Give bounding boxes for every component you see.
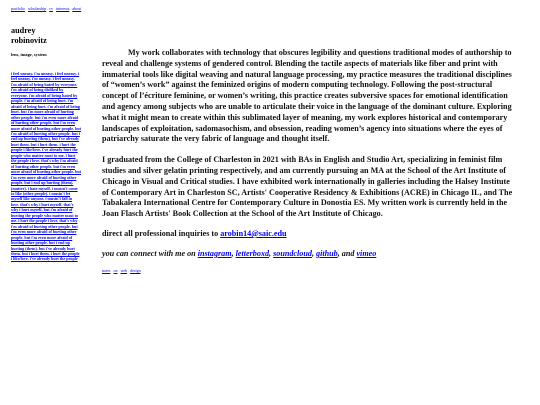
- footer-link-web[interactable]: web: [120, 267, 128, 273]
- nav-link-interests[interactable]: interests: [56, 6, 70, 11]
- inquiries-text: direct all professional inquiries to: [102, 228, 221, 238]
- footer-link-design[interactable]: design: [130, 267, 141, 273]
- nav-link-scholarship[interactable]: scholarship: [28, 6, 47, 11]
- nav-link-portfolio[interactable]: portfolio: [11, 6, 25, 11]
- connect-line: you can connect with me on instagram, letterboxd, soundcloud, github, and vimeo: [102, 248, 377, 258]
- top-nav: [11, 6, 83, 11]
- connect-and: , and: [337, 248, 357, 258]
- email-link[interactable]: arobin14@saic.edu: [220, 228, 287, 238]
- sidebar-text-block: [11, 71, 81, 405]
- github-link[interactable]: github: [316, 248, 338, 258]
- bio-paragraph-1: My work collaborates with technology that obscures legibility and questions traditional modes of authorship to reveal and challenge systems of gendered control. Blending the tactile aspects of materials like fiber and print with immaterial tools like digital weaving and natural language processing, my practice measures the traditional disciplines of “women’s work” against the feminized origins of modern computing technology. Following the post-structural concept of l’écriture feminine, or women’s writing, this practice creates subversive spaces for emotional identification and agency among subjects who are unable to articulate their voice in the language of the dominant culture. Exploring what it might mean to create within this sublimated layer of meaning, my work explores historical and contemporary landscapes of exploitation, sadomasochism, and obsession, reading women’s agency into situations where the eyes of patriarchy saturate the very fabric of language and thought itself.: [102, 48, 512, 144]
- footer-link-on[interactable]: on: [113, 267, 118, 273]
- site-name: [11, 26, 47, 46]
- sidebar-link-text[interactable]: i feel uneasy. i'm uneasy. i feel uneasy. i feel uneasy. i'm uneasy. i feel uneasy. i'm afraid of being hated by everyone. i'm afraid of being disliked by everyone. i'm afraid of being hated by people. i'm afraid of being hurt. i'm afraid of being hurt. i'm afraid of being hurt. but i'm more afraid of hurting other people. but i'm even more afraid of hurting other people. but i'm even more afraid of hurting other people. but i'm afraid of hurting other people. but i end up hurting (them), but i've already hurt them. but i hurt them. i hurt the people i like/love. i've already hurt the people who matter most to me. i hurt the people i love. that's why i'm afraid of hurting other people. but i'm even more afraid of hurting other people. but i'm even more afraid of hurting other people. but i end up hurting (them). (mutter). i hate myself. i mustn't come to like (other people). i mustn't let myself like anyone. i mustn't fall in love. that's why i hurt myself. that's why i hurt myself. but i'm afraid of hurting the people who matter most to me. i hurt the people i love. that's why i'm afraid of hurting other people. but i'm even more afraid of hurting other people. but i'm even more afraid of hurting other people. but i end up hurting (them). but i've already hurt them. but i hurt them. i hurt the people i like/love. i've already hurt the people: [11, 71, 81, 262]
- footer-nav: [102, 268, 514, 273]
- name-last: robinovitz: [11, 36, 47, 45]
- nav-link-cv[interactable]: cv: [49, 6, 53, 11]
- instagram-link[interactable]: instagram: [197, 248, 232, 258]
- name-first: audrey: [11, 26, 36, 35]
- soundcloud-link[interactable]: soundcloud: [273, 248, 312, 258]
- nav-link-about[interactable]: about: [72, 6, 82, 11]
- inquiries-line: [102, 229, 514, 240]
- connect-text: you can connect with me on: [102, 248, 198, 258]
- footer-link-notes[interactable]: notes: [102, 267, 111, 273]
- site-tagline: lens, image, system: [11, 52, 47, 57]
- vimeo-link[interactable]: vimeo: [356, 248, 377, 258]
- letterboxd-link[interactable]: letterboxd: [235, 248, 270, 258]
- bio-paragraph-2: I graduated from the College of Charleston in 2021 with BAs in English and Studio Art, specializing in feminist film studies and silver gelatin printing respectively, and am currently pursuing an MA at the School of the Art Institute of Chicago in Visual and Critical studies. I have exhibited work internationally in galleries including the Halsey Institute of Contemporary Art in Charleston SC, Artists' Cooperative Residency & Exhibitions (ACRE) in Chicago IL, and The Tabakalera International Centre for Contemporary Culture in Donostia ES. My written work is currently held in the Joan Flasch Artists' Book Collection at the School of the Art Institute of Chicago.: [102, 155, 513, 219]
- main-content: [102, 48, 514, 273]
